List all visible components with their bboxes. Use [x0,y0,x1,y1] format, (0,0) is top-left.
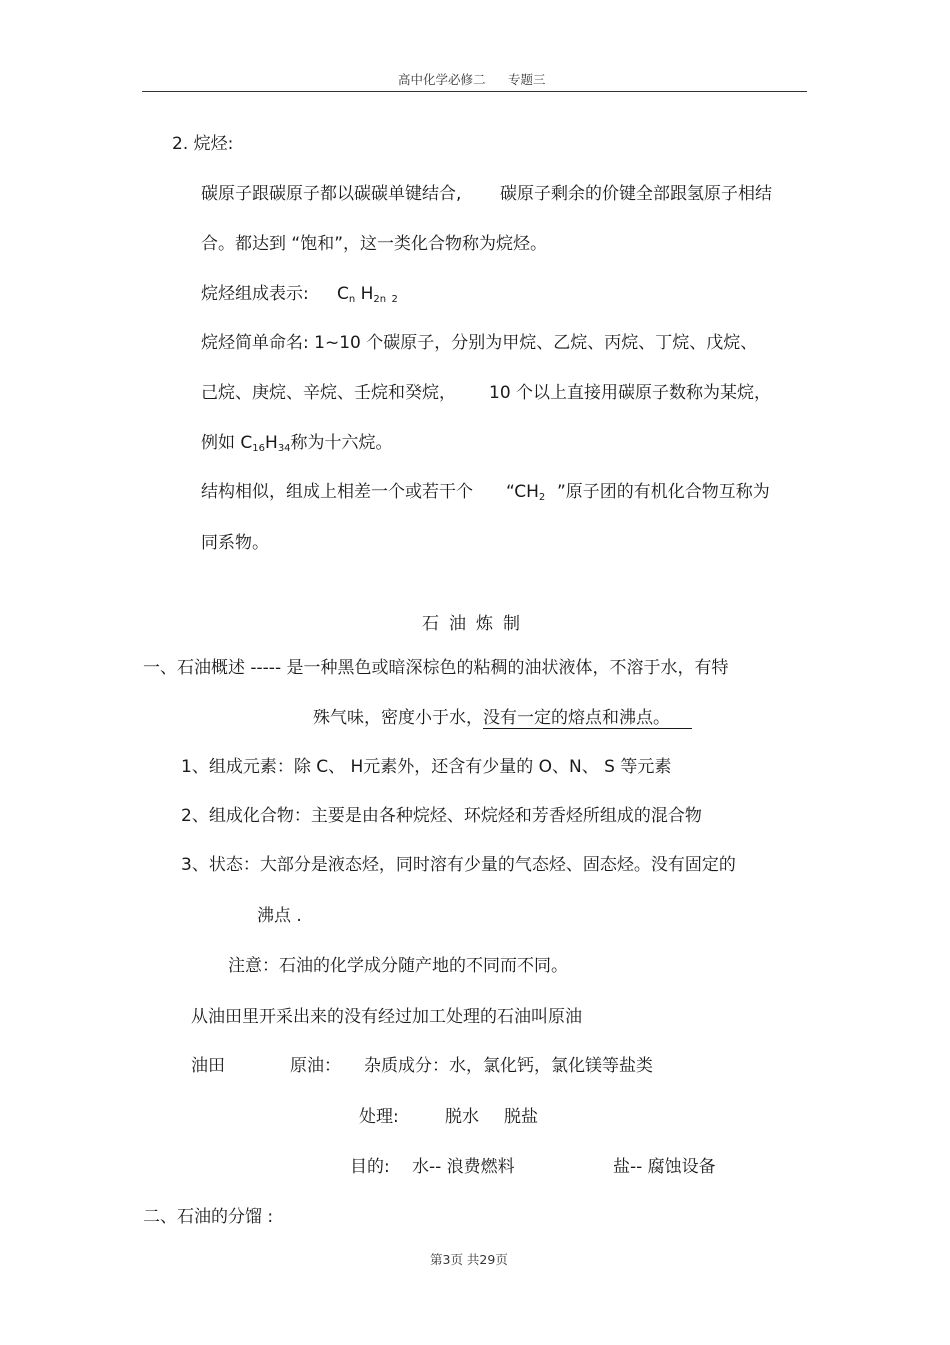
impurities: 杂质成分：水，氯化钙，氯化镁等盐类 [364,1056,653,1076]
purpose-salt: 盐-- 腐蚀设备 [613,1157,716,1177]
oilfield-label: 油田 [191,1056,225,1076]
item-state-line2: 沸点 . [257,906,302,926]
alkanes-def-line1b: 碳原子剩余的价键全部跟氢原子相结 [500,184,772,204]
fractionation-heading: 二、石油的分馏 : [143,1207,274,1227]
example-line [201,433,393,459]
homolog-line1a: 结构相似，组成上相差一个或若干个 [201,482,473,502]
homolog-sub2: 2 [538,492,546,503]
homolog-ch: “CH [506,482,539,502]
section-title: 石油炼制 [422,614,530,634]
formula-label: 烷烃组成表示: [201,284,309,304]
example-prefix: 例如 C [201,433,253,453]
note: 注意：石油的化学成分随产地的不同而不同。 [228,956,568,976]
item-state-line1: 3、状态：大部分是液态烃，同时溶有少量的气态烃、固态烃。没有固定的 [181,855,736,875]
item-composition-compounds: 2、组成化合物：主要是由各种烷烃、环烷烃和芳香烃所组成的混合物 [181,806,702,826]
overview-underlined: 没有一定的熔点和沸点。 [483,708,692,729]
formula-c: C [337,284,349,304]
header-title: 高中化学必修二 [398,72,486,87]
example-h: H [265,433,278,453]
alkane-formula [337,284,398,310]
page-number: 第3页 共29页 [430,1252,508,1267]
homolog-line1b: ”原子团的有机化合物互称为 [557,482,770,502]
overview-line2a: 殊气味，密度小于水， [313,708,483,728]
naming-line2a: 己烷、庚烷、辛烷、壬烷和癸烷， [201,383,456,403]
item-composition-elements: 1、组成元素：除 C、 H元素外，还含有少量的 O、N、 S 等元素 [181,757,672,777]
alkanes-def-line1a: 碳原子跟碳原子都以碳碳单键结合, [201,184,462,204]
purpose-label: 目的: [350,1157,390,1177]
formula-plus2: 2 [391,294,398,305]
crude-definition: 从油田里开采出来的没有经过加工处理的石油叫原油 [191,1007,582,1027]
naming-line2b: 10 个以上直接用碳原子数称为某烷， [489,383,772,403]
formula-h: H [360,284,374,304]
alkanes-heading: 2. 烷烃: [172,134,234,154]
homolog-line2: 同系物。 [201,533,269,553]
homolog-ch2 [506,482,545,508]
naming-line1: 烷烃简单命名: 1~10 个碳原子，分别为甲烷、乙烷、丙烷、丁烷、戊烷、 [201,333,758,353]
example-16: 16 [252,443,266,454]
example-suffix: 称为十六烷。 [290,433,393,453]
header-topic: 专题三 [508,72,546,87]
purpose-water: 水-- 浪费燃料 [412,1157,515,1177]
example-34: 34 [277,443,291,454]
treatment-desalt: 脱盐 [504,1107,538,1127]
overview-line1: 一、石油概述 ----- 是一种黑色或暗深棕色的粘稠的油状液体，不溶于水，有特 [143,658,729,678]
crude-label: 原油： [290,1056,341,1076]
header-rule [142,91,807,92]
overview-line2 [313,708,692,728]
alkanes-def-line2: 合。都达到 “饱和”，这一类化合物称为烷烃。 [201,234,548,254]
formula-n: n [348,294,356,305]
treatment-dewater: 脱水 [445,1107,479,1127]
formula-2n: 2n [373,294,387,305]
treatment-label: 处理: [359,1107,399,1127]
